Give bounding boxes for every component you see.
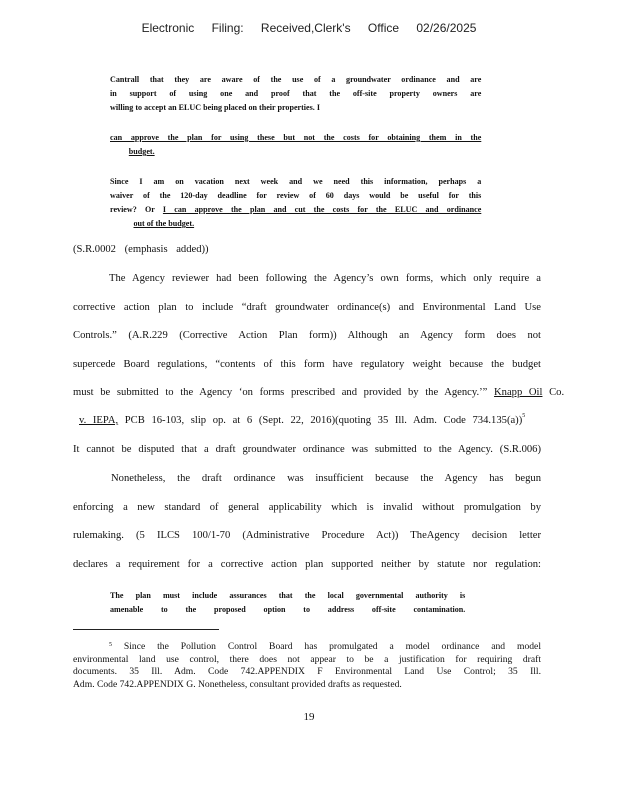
paragraph-2-line: Nonetheless, the draft ordinance was insufficient because the Agency has begun	[111, 473, 541, 484]
quote-emphasis-line: out of the budget.	[133, 218, 195, 228]
quote-line: in support of using one and proof that the off-site property owners are	[110, 88, 482, 98]
footnote-line: Adm. Code 742.APPENDIX G. Nonetheless, consultant provided drafts as requested.	[73, 678, 402, 690]
footnote-text: Since the Pollution Control Board has promulgated a model ordinance and model	[123, 641, 541, 652]
footnote-marker: 5	[522, 413, 526, 419]
paragraph-text: Co.	[542, 387, 565, 398]
paragraph-1-line	[73, 415, 541, 426]
quote-emphasis-line: budget.	[128, 146, 155, 156]
quote-plain-text: review? Or	[110, 204, 163, 214]
paragraph-text: PCB 16-103, slip op. at 6 (Sept. 22, 2016)(quoting 35 Ill. Adm. Code 734.135(a))	[118, 415, 523, 426]
footnote-line: environmental land use control, there does not appear to be a justification for requiring draft	[73, 653, 541, 665]
paragraph-2-line: enforcing a new standard of general applicability which is invalid without promulgation by	[73, 502, 541, 513]
quote-line: willing to accept an ELUC being placed on their properties. I	[110, 102, 320, 112]
block-quote-1	[110, 72, 481, 114]
page-number: 19	[303, 711, 315, 723]
paragraph-1-line: It cannot be disputed that a draft groundwater ordinance was submitted to the Agency. (S.R.006)	[73, 444, 541, 455]
block-quote-1-emphasis	[110, 130, 481, 158]
quote-line	[110, 202, 481, 216]
quote-line: amenable to the proposed option to address off-site contamination.	[110, 604, 466, 614]
footnote-line	[73, 641, 541, 654]
quote-line: waiver of the 120-day deadline for review of 60 days would be useful for this	[110, 190, 482, 200]
case-name-link: v. IEPA,	[79, 415, 119, 426]
block-quote-2	[110, 174, 481, 230]
paragraph-2-line: declares a requirement for a corrective action plan supported neither by statute nor regulation:	[73, 559, 541, 570]
case-name-link: Knapp Oil	[494, 387, 543, 398]
quote-line: The plan must include assurances that the local governmental authority is	[110, 590, 466, 600]
block-quote-3	[110, 588, 465, 616]
quote-line: Cantrall that they are aware of the use of a groundwater ordinance and are	[110, 74, 482, 84]
paragraph-1-line: The Agency reviewer had been following the Agency’s own forms, which only require a	[109, 273, 541, 284]
paragraph-1-line: Controls.” (A.R.229 (Corrective Action Plan form)) Although an Agency form does not	[73, 330, 541, 341]
paragraph-text: must be submitted to the Agency ‘on forms prescribed and provided by the Agency.’”	[73, 387, 495, 398]
footnote-separator	[73, 629, 219, 630]
quote-emphasis-line: can approve the plan for using these but not the costs for obtaining them in the	[110, 132, 482, 142]
quote-line: Since I am on vacation next week and we need this information, perhaps a	[110, 176, 482, 186]
citation: (S.R.0002 (emphasis added))	[73, 244, 209, 255]
quote-emphasis-text: I can approve the plan and cut the costs for the ELUC and ordinance	[162, 204, 482, 214]
paragraph-2-line: rulemaking. (5 ILCS 100/1-70 (Administrative Procedure Act)) TheAgency decision letter	[73, 530, 541, 541]
footnote	[73, 641, 541, 691]
paragraph-1-line: supercede Board regulations, “contents of this form have regulatory weight because the budget	[73, 359, 541, 370]
footnote-line: documents. 35 Ill. Adm. Code 742.APPENDIX F Environmental Land Use Control; 35 Ill.	[73, 666, 541, 677]
filing-stamp-header: Electronic Filing: Received,Clerk's Office 02/26/2025	[141, 21, 477, 35]
paragraph-1-line	[73, 387, 565, 398]
footnote-number: 5	[109, 642, 112, 648]
paragraph-1-line: corrective action plan to include “draft groundwater ordinance(s) and Environmental Land Use	[73, 302, 541, 313]
